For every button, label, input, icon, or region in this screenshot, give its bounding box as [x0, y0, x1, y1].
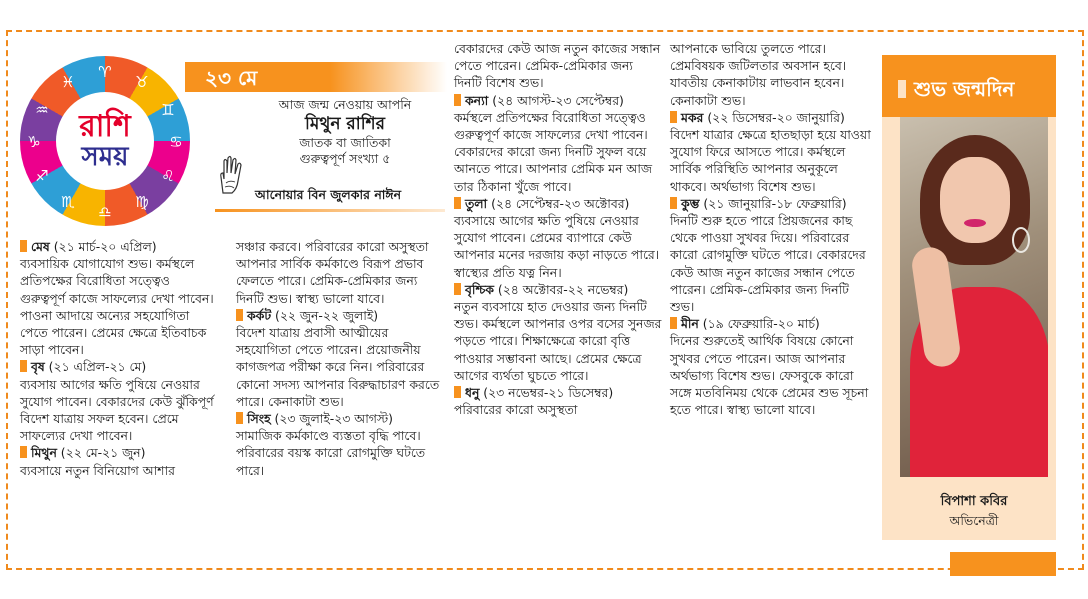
column-3	[454, 40, 664, 418]
sign-text-tula: ব্যবসায়ে আগের ক্ষতি পুষিয়ে নেওয়ার সুযোগ পাবেন। প্রেমের ব্যাপারে কেউ আপনার মনের দরজায় কড়া নাড়তে পারে। স্বাস্থ্যের প্রতি যত্ন নিন।	[454, 213, 660, 280]
sign-dates: (২৩ জুলাই-২৩ আগস্ট)	[270, 411, 393, 427]
virgo-icon: ♍	[135, 193, 149, 211]
sign-name: মকর	[681, 109, 704, 125]
bullet-mark	[670, 197, 677, 209]
sign-heading-dhanu	[454, 384, 664, 401]
actress-name: বিপাশা কবির	[940, 494, 1008, 509]
bullet-mark	[236, 309, 243, 321]
sign-dates: (২২ ডিসেম্বর-২০ জানুয়ারি)	[703, 109, 845, 125]
sign-name: মীন	[681, 316, 699, 332]
sign-text-mesh: ব্যবসায়িক যোগাযোগ শুভ। কর্মস্থলে প্রতিপক্ষের বিরোধিতা সত্ত্বেও গুরুত্বপূর্ণ কাজে সাফল্যের দেখা পাবেন। পাওনা আদায়ে অন্যের সহযোগিতা পেতে পারেন। প্রেমের ক্ষেত্রে ইতিবাচক সাড়া পাবেন।	[20, 256, 214, 358]
pisces-icon: ♓	[61, 73, 75, 91]
libra-icon: ♎	[98, 203, 112, 221]
sign-text-dhanu: পরিবারের কারো অসুস্থতা	[454, 402, 578, 418]
sign-dates: (২৪ সেপ্টেম্বর-২৩ অক্টোবর)	[487, 195, 630, 211]
date-label: ২৩ মে	[205, 66, 258, 90]
sign-name: তুলা	[465, 195, 488, 211]
sign-text-singha: সামাজিক কর্মকাণ্ডে ব্যস্ততা বৃদ্ধি পাবে। পরিবারের বয়স্ক কারো রোগমুক্তি ঘটতে পারে।	[236, 428, 426, 478]
birth-info	[245, 97, 445, 167]
bullet-mark	[20, 240, 27, 252]
sign-text-meen: দিনের শুরুতেই আর্থিক বিষয়ে কোনো সুখবর পেতে পারেন। আজ আপনার অর্থভাগ্য বিশেষ শুভ। ফেসবুকে কারো সঙ্গে মতবিনিময় থেকে প্রেমের শুভ সূচনা হতে পারে। স্বাস্থ্য ভালো যাবে।	[670, 333, 869, 418]
sign-text-brishchik: নতুন ব্যবসায়ে হাত দেওয়ার জন্য দিনটি শুভ। কর্মস্থলে আপনার ওপর বসের সুনজর পড়তে পারে। শিক্ষাক্ষেত্রে কারো বৃত্তি পাওয়ার সম্ভাবনা আছে। প্রেমের ক্ষেত্রে আগের ব্যর্থতা ঘুচতে পারে।	[454, 299, 662, 383]
column-2	[236, 238, 444, 479]
bullet-mark	[454, 386, 461, 398]
sign-heading-brish	[20, 358, 218, 375]
sign-name: কুম্ভ	[681, 195, 700, 211]
sign-dates: (২২ জুন-২২ জুলাই)	[271, 307, 379, 323]
sign-text-karkat: বিদেশ যাত্রায় প্রবাসী আত্মীয়ের সহযোগিতা পেতে পারেন। প্রয়োজনীয় কাগজপত্র পরীক্ষা করে নিন। পরিবারের কোনো সদস্য আপনার বিরুদ্ধাচারণ করতে পারে। কেনাকাটা শুভ।	[236, 325, 440, 409]
sign-heading-singha	[236, 410, 444, 427]
sign-heading-kanya	[454, 92, 664, 109]
sagittarius-icon: ♐	[35, 167, 49, 185]
photo-face	[940, 157, 1010, 243]
sign-heading-mithun	[20, 444, 218, 461]
sign-text-brish: ব্যবসায় আগের ক্ষতি পুষিয়ে নেওয়ার সুযোগ পাবেন। বেকারদের কেউ ঝুঁকিপূর্ণ বিদেশ যাত্রায় সফল হবেন। প্রেমে সাফল্যের দেখা পাবেন।	[20, 376, 214, 444]
sign-name: কর্কট	[247, 307, 272, 323]
bullet-mark	[454, 283, 461, 295]
sign-dates: (২১ মার্চ-২০ এপ্রিল)	[49, 239, 157, 254]
sign-dates: (২১ এপ্রিল-২১ মে)	[44, 359, 147, 375]
bullet-mark	[20, 360, 27, 372]
sign-text-makar: বিদেশ যাত্রার ক্ষেত্রে হাতছাড়া হয়ে যাওয়া সুযোগ ফিরে আসতে পারে। কর্মস্থলে সার্বিক পরিস্থিতি আপনার অনুকূলে থাকবে। অর্থভাগ্য বিশেষ শুভ।	[670, 127, 871, 194]
bullet-mark	[454, 94, 461, 106]
sign-heading-meen	[670, 315, 872, 332]
bullet-mark	[236, 412, 243, 424]
author-underline	[215, 209, 445, 212]
cancer-icon: ♋	[169, 133, 183, 151]
column-1	[20, 238, 218, 479]
sign-text-kumbha: দিনটি শুরু হতে পারে প্রিয়জনের কাছ থেকে পাওয়া সুখবর দিয়ে। পরিবারের কারো রোগমুক্তি ঘটতে পারে। বেকারদের কেউ আজ নতুন কাজের সন্ধান পেতে পারেন। প্রেমিক-প্রেমিকার জন্য দিনটি শুভ।	[670, 213, 866, 315]
column-4	[670, 40, 872, 418]
bullet-mark	[670, 317, 677, 329]
sign-name: ধনু	[465, 385, 480, 401]
aries-icon: ♈	[98, 63, 112, 81]
birth-line3: জাতক বা জাতিকা	[299, 135, 391, 150]
sign-dates: (২৪ আগস্ট-২৩ সেপ্টেম্বর)	[488, 92, 624, 108]
gemini-icon: ♊	[161, 101, 175, 119]
capricorn-icon: ♑	[27, 133, 41, 151]
photo-earring	[1012, 227, 1030, 253]
leo-icon: ♌	[161, 167, 175, 185]
rashi-somoy-logo	[20, 56, 190, 226]
birthday-title	[898, 75, 1014, 108]
sign-dates: (২৪ অক্টোবর-২২ নভেম্বর)	[493, 281, 629, 297]
sign-name: কন্যা	[465, 92, 489, 108]
palm-icon	[215, 155, 249, 195]
actress-role: অভিনেত্রী	[949, 513, 999, 528]
sign-text-mithun: ব্যবসায়ে নতুন বিনিয়োগ আশার	[20, 462, 175, 478]
sign-heading-tula	[454, 195, 664, 212]
sign-name: সিংহ	[247, 411, 271, 427]
sign-name: মেষ	[31, 239, 50, 254]
bullet-mark	[20, 446, 27, 458]
photo-lips	[964, 219, 986, 227]
sign-dates: (২১ জানুয়ারি-১৮ ফেব্রুয়ারি)	[699, 195, 847, 211]
sign-text-mithun-cont: সঞ্চার করবে। পরিবারের কারো অসুস্থতা আপনার সার্বিক কর্মকাণ্ডে বিরূপ প্রভাব ফেলতে পারে। প্রেমিক-প্রেমিকার জন্য দিনটি শুভ। স্বাস্থ্য ভালো যাবে।	[236, 239, 429, 306]
bullet-mark	[454, 197, 461, 209]
sign-dates: (১৯ ফেব্রুয়ারি-২০ মার্চ)	[698, 316, 820, 332]
logo-word-somoy: সময়	[81, 142, 129, 172]
sign-text-dhanu-cont: আপনাকে ভাবিয়ে তুলতে পারে। প্রেমবিষয়ক জটিলতার অবসান হবে। যাবতীয় কেনাকাটায় লাভবান হবেন। কেনাকাটা শুভ।	[670, 41, 847, 108]
birthday-title-text: শুভ জন্মদিন	[914, 77, 1015, 101]
sign-text-singha-cont: বেকারদের কেউ আজ নতুন কাজের সন্ধান পেতে পারেন। প্রেমিক-প্রেমিকার জন্য দিনটি বিশেষ শুভ।	[454, 41, 661, 91]
bullet-mark	[670, 111, 677, 123]
birth-line1: আজ জন্ম নেওয়ায় আপনি	[278, 97, 412, 112]
sign-name: বৃষ	[31, 359, 45, 375]
birth-rashi: মিথুন রাশির	[305, 114, 385, 134]
date-banner-fade	[330, 62, 447, 92]
sign-dates: (২৩ নভেম্বর-২১ ডিসেম্বর)	[479, 385, 614, 401]
bullet-mark	[898, 80, 906, 98]
sign-heading-mesh	[20, 238, 218, 255]
birth-line4: গুরুত্বপূর্ণ সংখ্যা ৫	[299, 151, 391, 166]
sign-text-kanya: কর্মস্থলে প্রতিপক্ষের বিরোধিতা সত্ত্বেও গুরুত্বপূর্ণ কাজে সাফল্যের দেখা পাবেন। বেকারদের কারো জন্য দিনটি সুফল বয়ে আনতে পারে। আপনার প্রেমিক মন আজ তার ঠিকানা খুঁজে পাবে।	[454, 109, 652, 194]
sign-name: বৃশ্চিক	[465, 281, 494, 297]
sign-heading-karkat	[236, 307, 444, 324]
sign-dates: (২২ মে-২১ জুন)	[56, 445, 146, 461]
actress-photo	[900, 117, 1048, 477]
author-name: আনোয়ার বিন জুলকার নাঈন	[255, 187, 402, 202]
taurus-icon: ♉	[135, 73, 149, 91]
scorpio-icon: ♏	[61, 193, 75, 211]
aquarius-icon: ♒	[35, 101, 49, 119]
sign-heading-brishchik	[454, 281, 664, 298]
sign-heading-makar	[670, 109, 872, 126]
sign-heading-kumbha	[670, 195, 872, 212]
corner-accent	[950, 552, 1056, 576]
logo-center	[56, 92, 154, 190]
logo-word-rashi: রাশি	[79, 109, 131, 144]
sign-name: মিথুন	[31, 445, 57, 461]
